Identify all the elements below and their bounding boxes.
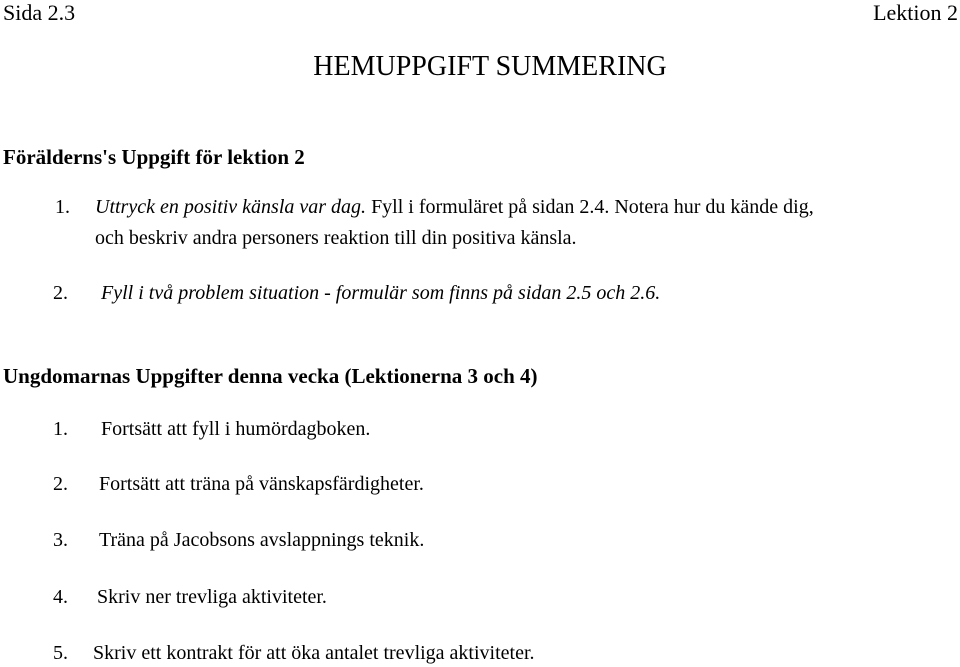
list-item-emphasis: Uttryck en positiv känsla var dag. (95, 196, 367, 218)
list-item-text: Träna på Jacobsons avslappnings teknik. (99, 529, 425, 551)
lesson-label: Lektion 2 (873, 0, 958, 25)
list-number: 4. (53, 586, 68, 608)
list-item-text: Fortsätt att träna på vänskapsfärdigheter. (99, 473, 424, 495)
list-item-text: Fyll i två problem situation - formulär som finns på sidan 2.5 och 2.6. (101, 282, 661, 304)
list-number: 2. (53, 282, 68, 304)
list-item-text: Skriv ner trevliga aktiviteter. (97, 586, 327, 608)
list-number: 1. (53, 418, 68, 440)
youth-heading: Ungdomarnas Uppgifter denna vecka (Lektionerna 3 och 4) (3, 364, 538, 388)
list-item-rest: Fyll i formuläret på sidan 2.4. Notera hur du kände dig, (366, 196, 814, 218)
list-item-text (95, 196, 814, 219)
list-item-text: Fortsätt att fyll i humördagboken. (101, 418, 371, 440)
page-number: Sida 2.3 (3, 0, 76, 25)
page-title: HEMUPPGIFT SUMMERING (313, 51, 667, 82)
list-number: 2. (53, 473, 68, 495)
list-number: 1. (55, 196, 70, 218)
list-number: 5. (53, 642, 68, 664)
parents-heading: Förälderns's Uppgift för lektion 2 (3, 145, 305, 169)
list-item-text: Skriv ett kontrakt för att öka antalet trevliga aktiviteter. (93, 642, 535, 664)
list-item-continuation: och beskriv andra personers reaktion till din positiva känsla. (95, 227, 577, 249)
list-number: 3. (53, 529, 68, 551)
